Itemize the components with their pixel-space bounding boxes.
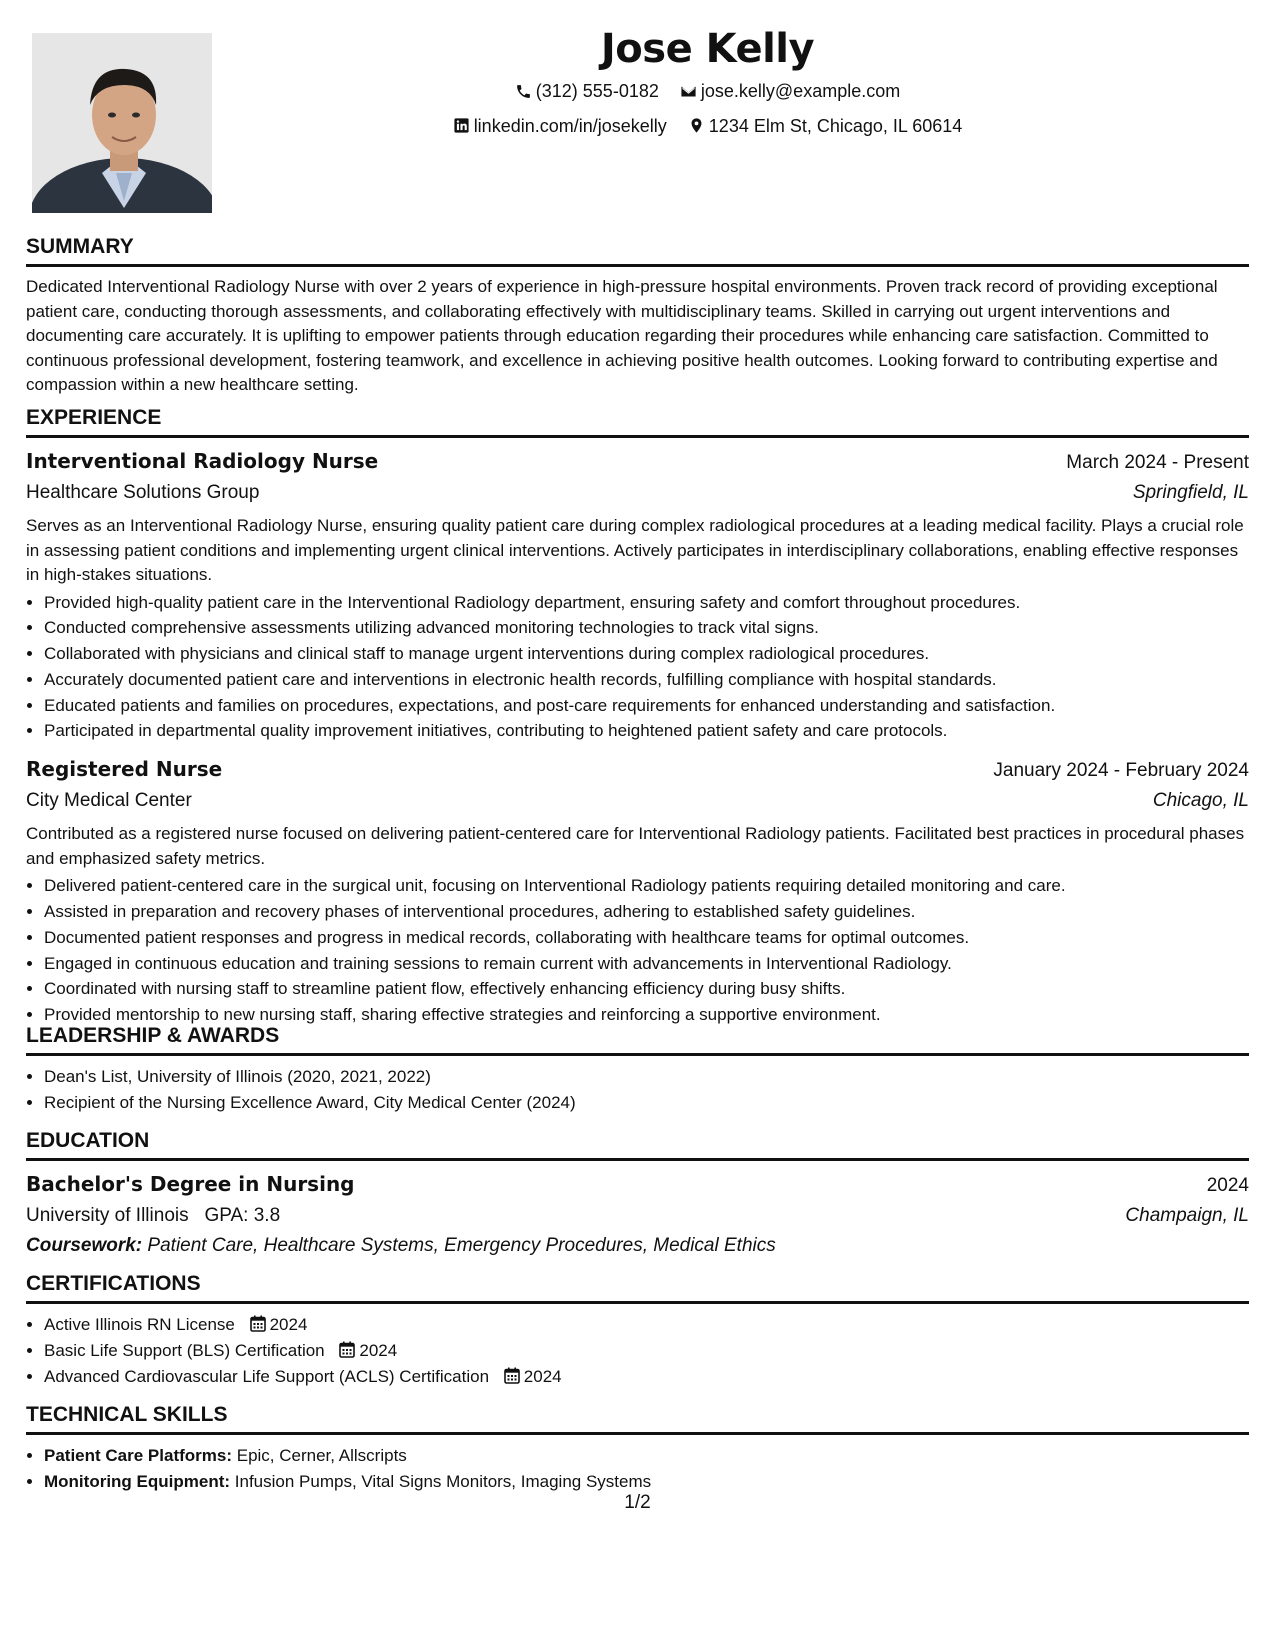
- certification-name: Active Illinois RN License: [44, 1315, 235, 1334]
- list-item: • Accurately documented patient care and interventions in electronic health records, fulfilling compliance with hospital standards.: [44, 667, 1249, 693]
- school-name: University of Illinois: [26, 1205, 189, 1226]
- section-title: EXPERIENCE: [26, 406, 162, 429]
- list-item: • Coordinated with nursing staff to streamline patient flow, effectively enhancing efficiency during busy shifts.: [44, 976, 1249, 1002]
- list-item: • Engaged in continuous education and training sessions to remain current with advancements in Interventional Radiology.: [44, 951, 1249, 977]
- job-bullets: [26, 873, 1249, 1028]
- envelope-icon: [680, 83, 697, 100]
- calendar-icon: [250, 1315, 266, 1332]
- candidate-name: Jose Kelly: [600, 26, 815, 72]
- job-description: Contributed as a registered nurse focused on delivering patient-centered care for Interventional Radiology patients. Facilitated best practices in procedural phases and emphasized safety metrics.: [26, 824, 1245, 868]
- job-location: Springfield, IL: [1132, 482, 1249, 503]
- section-title: TECHNICAL SKILLS: [26, 1403, 228, 1426]
- gpa: GPA: 3.8: [204, 1205, 281, 1226]
- coursework-label: Coursework:: [26, 1235, 143, 1256]
- section-divider: [26, 1432, 1249, 1435]
- email-address[interactable]: jose.kelly@example.com: [700, 81, 901, 101]
- list-item: [44, 1338, 1249, 1364]
- job-entry: [26, 754, 1249, 1028]
- certification-name: Advanced Cardiovascular Life Support (ACLS) Certification: [44, 1366, 490, 1386]
- job-entry: [26, 446, 1249, 744]
- certification-year: 2024: [359, 1340, 398, 1360]
- profile-photo: [32, 33, 212, 213]
- section-divider: [26, 435, 1249, 438]
- job-company: Healthcare Solutions Group: [26, 482, 260, 503]
- job-dates: January 2024 - February 2024: [993, 760, 1249, 782]
- phone-icon: [515, 83, 532, 100]
- resume-header: [230, 24, 1185, 139]
- calendar-icon: [339, 1341, 355, 1358]
- list-item: [44, 1469, 1249, 1495]
- section-title: EDUCATION: [26, 1129, 150, 1152]
- phone-contact: [515, 80, 659, 102]
- list-item: [44, 1364, 1249, 1390]
- job-location: Chicago, IL: [1152, 790, 1249, 812]
- summary-text: Dedicated Interventional Radiology Nurse with over 2 years of experience in high-pressure hospital environments. Proven track record of providing exceptional patient care, conducting thorough assessments, and collaborating effectively with multidisciplinary teams. Skilled in carrying out urgent interventions and documenting care accurately. It is uplifting to empower patients through education regarding their procedures while enhancing care satisfaction. Committed to continuous professional development, fostering teamwork, and excellence in achieving positive health outcomes. Looking forward to contributing expertise and compassion within a new healthcare setting.: [26, 277, 1218, 394]
- list-item: • Collaborated with physicians and clinical staff to manage urgent interventions during complex radiological procedures.: [44, 641, 1249, 667]
- degree-title: Bachelor's Degree in Nursing: [26, 1172, 355, 1196]
- page-number: 1/2: [624, 1492, 651, 1513]
- skills-section: [26, 1402, 1249, 1495]
- graduation-year: 2024: [1206, 1175, 1249, 1196]
- contact-info: [230, 80, 1185, 139]
- list-item: • Dean's List, University of Illinois (2020, 2021, 2022): [44, 1064, 1249, 1090]
- education-section: [26, 1128, 1249, 1261]
- section-divider: [26, 1053, 1249, 1056]
- phone-number: (312) 555-0182: [535, 81, 659, 101]
- job-title: Interventional Radiology Nurse: [26, 449, 379, 473]
- certifications-section: [26, 1271, 1249, 1389]
- list-item: • Delivered patient-centered care in the surgical unit, focusing on Interventional Radiology patients requiring detailed monitoring and care.: [44, 873, 1249, 899]
- coursework-list: Patient Care, Healthcare Systems, Emergency Procedures, Medical Ethics: [147, 1235, 776, 1256]
- summary-section: [26, 234, 1249, 398]
- job-bullets: [26, 590, 1249, 745]
- job-company: City Medical Center: [26, 790, 192, 812]
- skills-list: [26, 1443, 1249, 1495]
- certifications-list: [26, 1312, 1249, 1389]
- section-title: SUMMARY: [26, 235, 134, 258]
- section-title: LEADERSHIP & AWARDS: [26, 1024, 280, 1047]
- certification-year: 2024: [269, 1315, 308, 1334]
- awards-list: [26, 1064, 1249, 1116]
- linkedin-contact[interactable]: [453, 115, 667, 137]
- list-item: • Recipient of the Nursing Excellence Award, City Medical Center (2024): [44, 1090, 1249, 1116]
- coursework: [26, 1231, 1249, 1261]
- experience-section: [26, 405, 1249, 1028]
- address-contact: [688, 115, 963, 137]
- list-item: [44, 1312, 1249, 1338]
- email-contact[interactable]: [680, 80, 900, 102]
- section-title: CERTIFICATIONS: [26, 1272, 201, 1295]
- certification-name: Basic Life Support (BLS) Certification: [44, 1340, 325, 1360]
- school-info: [26, 1201, 280, 1231]
- street-address: 1234 Elm St, Chicago, IL 60614: [708, 115, 963, 136]
- section-divider: [26, 264, 1249, 267]
- section-divider: [26, 1301, 1249, 1304]
- list-item: • Conducted comprehensive assessments utilizing advanced monitoring technologies to track vital signs.: [44, 615, 1249, 641]
- linkedin-icon: [453, 117, 470, 134]
- skill-category: Monitoring Equipment:: [44, 1471, 231, 1491]
- list-item: • Documented patient responses and progress in medical records, collaborating with healthcare teams for optimal outcomes.: [44, 925, 1249, 951]
- certification-year: 2024: [523, 1366, 562, 1386]
- job-dates: March 2024 - Present: [1066, 452, 1249, 473]
- list-item: • Provided mentorship to new nursing staff, sharing effective strategies and reinforcing a supportive environment.: [44, 1002, 1249, 1028]
- list-item: • Educated patients and families on procedures, expectations, and post-care requirements for enhanced understanding and satisfaction.: [44, 693, 1249, 719]
- school-location: Champaign, IL: [1125, 1205, 1249, 1226]
- job-description: Serves as an Interventional Radiology Nurse, ensuring quality patient care during complex radiological procedures at a leading medical facility. Plays a crucial role in assessing patient conditions and implementing urgent clinical interventions. Actively participates in interdisciplinary collaborations, enabling effective responses in high-stakes situations.: [26, 516, 1244, 584]
- leadership-section: [26, 1023, 1249, 1116]
- linkedin-url[interactable]: linkedin.com/in/josekelly: [473, 115, 667, 136]
- calendar-icon: [504, 1367, 520, 1384]
- skill-category: Patient Care Platforms:: [44, 1446, 232, 1465]
- map-pin-icon: [688, 117, 705, 134]
- job-title: Registered Nurse: [26, 757, 223, 782]
- section-divider: [26, 1158, 1249, 1161]
- skill-values: Infusion Pumps, Vital Signs Monitors, Imaging Systems: [234, 1471, 652, 1491]
- skill-values: Epic, Cerner, Allscripts: [236, 1446, 407, 1465]
- list-item: [44, 1443, 1249, 1469]
- list-item: • Participated in departmental quality improvement initiatives, contributing to heightened patient safety and care protocols.: [44, 718, 1249, 744]
- list-item: • Provided high-quality patient care in the Interventional Radiology department, ensuring safety and comfort throughout procedures.: [44, 590, 1249, 616]
- list-item: • Assisted in preparation and recovery phases of interventional procedures, adhering to established safety guidelines.: [44, 899, 1249, 925]
